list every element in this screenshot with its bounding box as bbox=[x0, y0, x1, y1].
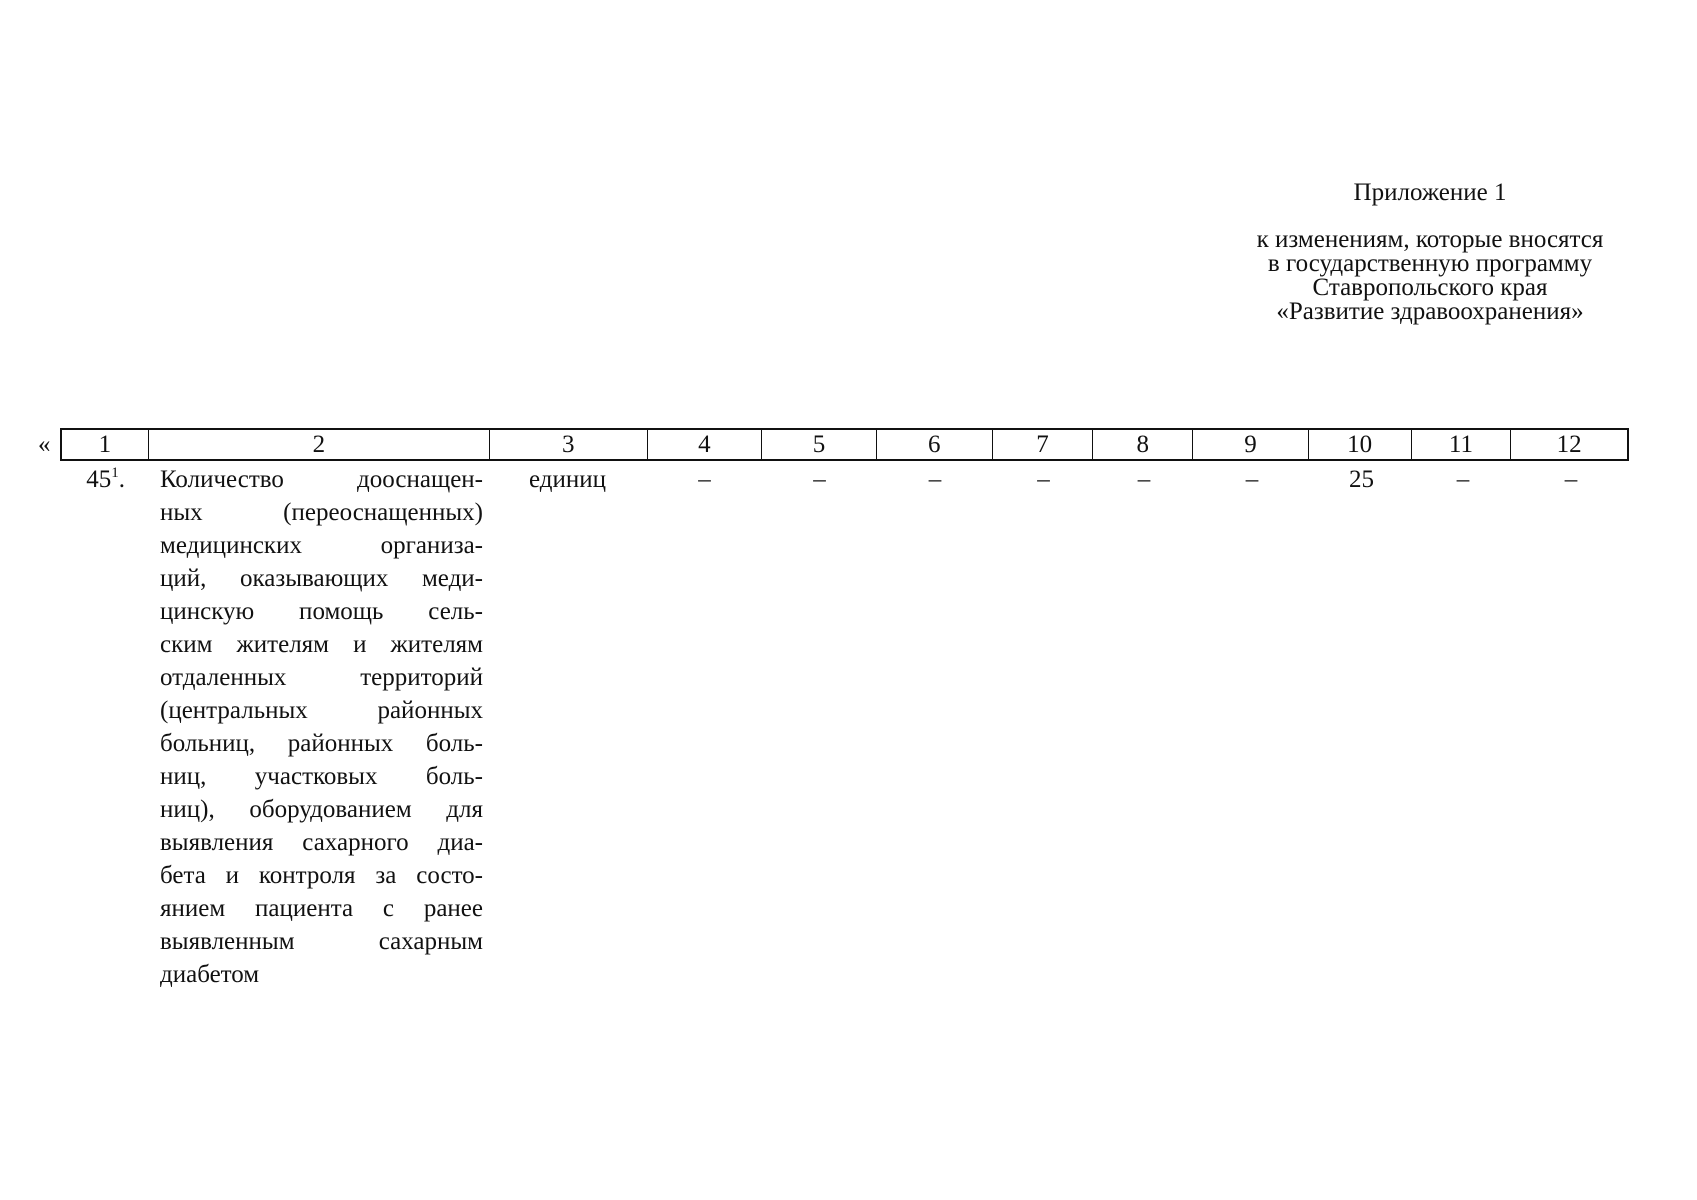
column-header-3: 3 bbox=[490, 430, 648, 459]
annex-line: в государственную программу bbox=[1267, 250, 1593, 277]
column-header-6: 6 bbox=[877, 430, 993, 459]
row-number: $45^1$. bbox=[86, 465, 125, 493]
description-line: цинскую помощь сель- bbox=[160, 598, 483, 625]
description-line: медицинских организа- bbox=[160, 532, 483, 559]
value-cell-col-8: – bbox=[1137, 466, 1151, 493]
column-header-2: 2 bbox=[149, 430, 490, 459]
column-header-4: 4 bbox=[648, 430, 763, 459]
description-line: ниц, участковых боль- bbox=[160, 763, 483, 790]
value-cell-col-12: – bbox=[1564, 466, 1578, 493]
description-line: янием пациента с ранее bbox=[160, 895, 483, 922]
annex-line: Ставропольского края bbox=[1312, 274, 1548, 301]
description-line: бета и контроля за состо- bbox=[160, 862, 483, 889]
column-header-7: 7 bbox=[993, 430, 1094, 459]
description-line: ных (переоснащенных) bbox=[160, 499, 483, 526]
annex-line: «Развитие здравоохранения» bbox=[1276, 298, 1584, 325]
column-header-10: 10 bbox=[1309, 430, 1412, 459]
column-header-9: 9 bbox=[1193, 430, 1309, 459]
value-cell-col-7: – bbox=[1037, 466, 1050, 493]
annex-header bbox=[1220, 178, 1640, 324]
value-cell-col-10: 25 bbox=[1349, 466, 1374, 493]
description-line: выявленным сахарным bbox=[160, 928, 483, 955]
column-header-12: 12 bbox=[1556, 431, 1582, 458]
description-line: ским жителям и жителям bbox=[160, 631, 483, 658]
description-line: Количество дооснащен- bbox=[160, 466, 483, 493]
description-line: отдаленных территорий bbox=[160, 664, 483, 691]
column-header-1: 1 bbox=[62, 430, 149, 459]
description-line: выявления сахарного диа- bbox=[160, 829, 483, 856]
table-row bbox=[60, 463, 1629, 991]
column-header-5: 5 bbox=[762, 430, 877, 459]
column-header-8: 8 bbox=[1093, 430, 1193, 459]
column-header-11: 11 bbox=[1412, 430, 1512, 459]
description-line: больниц, районных боль- bbox=[160, 730, 483, 757]
annex-title: Приложение 1 bbox=[1353, 179, 1507, 206]
description-line: ций, оказывающих меди- bbox=[160, 565, 483, 592]
value-cell-col-4: – bbox=[698, 466, 711, 493]
annex-line: к изменениям, которые вносятся bbox=[1256, 226, 1604, 253]
value-cell-col-9: – bbox=[1245, 466, 1259, 493]
row-unit: единиц bbox=[529, 466, 607, 493]
opening-quote: « bbox=[38, 431, 51, 458]
description-line: (центральных районных bbox=[160, 697, 483, 724]
value-cell-col-11: – bbox=[1456, 466, 1470, 493]
description-line: диабетом bbox=[160, 961, 260, 988]
row-description bbox=[147, 463, 489, 991]
value-cell-col-6: – bbox=[928, 466, 942, 493]
description-line: ниц), оборудованием для bbox=[160, 796, 483, 823]
table-header-row bbox=[60, 428, 1629, 461]
row-number-superscript: 1 bbox=[111, 465, 119, 481]
value-cell-col-5: – bbox=[813, 466, 826, 493]
